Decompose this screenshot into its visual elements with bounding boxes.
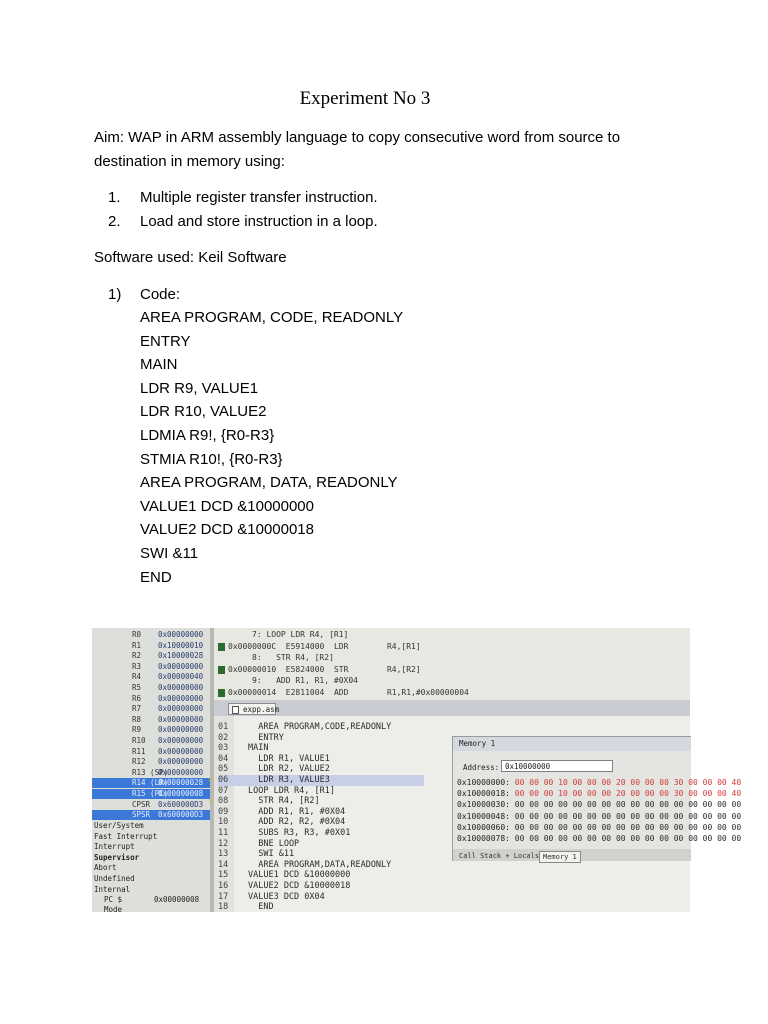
- memory-row: [457, 811, 741, 822]
- register-name: R15 (PC): [132, 789, 169, 798]
- register-row[interactable]: [92, 704, 210, 714]
- register-name: R14 (LR): [132, 778, 169, 788]
- source-line: [218, 892, 325, 903]
- mode-item: Supervisor: [94, 852, 140, 862]
- line-text: LOOP LDR R4, [R1]: [248, 785, 335, 796]
- register-name: SPSR: [132, 810, 151, 820]
- current-line-arrow-icon: ⇨: [208, 775, 214, 785]
- ide-screenshot: [92, 628, 742, 914]
- register-value: 0x600000D3: [158, 810, 204, 820]
- mode-item: User/System: [94, 821, 144, 830]
- code-line: MAIN: [140, 356, 178, 374]
- memory-row: [457, 799, 741, 810]
- register-row[interactable]: [92, 641, 210, 651]
- source-line: [218, 743, 268, 754]
- register-name: R10: [132, 736, 146, 745]
- code-line: SWI &11: [140, 544, 199, 562]
- code-line: STMIA R10!, {R0-R3}: [140, 450, 283, 468]
- register-row[interactable]: [92, 694, 210, 704]
- register-value: 0x00000000: [158, 683, 204, 692]
- file-icon: [232, 706, 239, 714]
- line-number: 12: [218, 838, 229, 849]
- code-line: LDR R10, VALUE2: [140, 403, 267, 421]
- code-line: AREA PROGRAM, CODE, READONLY: [140, 309, 404, 326]
- memory-address: 0x10000018:: [457, 789, 515, 799]
- editor-tab[interactable]: [228, 703, 280, 715]
- register-value: 0x00000000: [158, 746, 204, 756]
- line-text: VALUE2 DCD &10000018: [248, 881, 351, 891]
- list-number: 2.: [108, 213, 121, 230]
- mode-item: Internal: [94, 884, 131, 894]
- line-text: ENTRY: [248, 732, 284, 743]
- list-number: 1.: [108, 189, 121, 206]
- address-input[interactable]: 0x10000000: [501, 760, 613, 772]
- register-row[interactable]: [92, 736, 210, 746]
- memory-row: [457, 822, 741, 833]
- breakpoint-marker: [218, 689, 225, 697]
- register-row[interactable]: [92, 810, 210, 820]
- register-value: 0x00000040: [158, 672, 204, 682]
- register-value: 0x600000D3: [158, 799, 204, 809]
- disassembly-line: 0x00000014 E2811004 ADD R1,R1,#0x00000004: [228, 687, 469, 697]
- register-name: R3: [132, 661, 142, 671]
- line-number: 10: [218, 817, 229, 828]
- mode-item: Undefined: [94, 874, 135, 883]
- disassembly-line: 0x00000010 E5824000 STR R4,[R2]: [228, 664, 421, 674]
- line-text: AREA PROGRAM,CODE,READONLY: [248, 722, 392, 732]
- code-block: [140, 306, 403, 589]
- line-number: 13: [218, 849, 229, 860]
- disassembly-line: 9: ADD R1, R1, #0X04: [252, 676, 358, 685]
- mode-item: Fast Interrupt: [94, 831, 158, 841]
- register-row[interactable]: [92, 757, 210, 767]
- code-number: 1): [108, 286, 122, 303]
- source-line: [218, 849, 294, 860]
- register-value: 0x10000028: [158, 651, 204, 661]
- mode-item: Interrupt: [94, 842, 135, 852]
- line-number: 04: [218, 753, 229, 764]
- list-item: [108, 186, 378, 210]
- source-line: [218, 764, 330, 775]
- line-text: VALUE3 DCD 0X04: [248, 891, 325, 902]
- code-line: AREA PROGRAM, DATA, READONLY: [140, 474, 398, 492]
- disassembly-line: 8: STR R4, [R2]: [252, 653, 334, 662]
- register-row[interactable]: [92, 715, 210, 725]
- source-line: [218, 881, 350, 892]
- register-value: 0x00000000: [158, 767, 204, 777]
- register-value: 0x00000000: [158, 630, 204, 639]
- memory-values: 00 00 00 00 00 00 00 00 00 00 00 00 00 00 00 00: [514, 811, 742, 821]
- register-name: R8: [132, 714, 142, 724]
- line-text: MAIN: [248, 743, 269, 754]
- memory-values: 00 00 00 10 00 00 00 20 00 00 00 30 00 00 00 40: [514, 778, 742, 787]
- register-value: 0x00000028: [158, 778, 204, 788]
- line-text: LDR R3, VALUE3: [248, 775, 330, 785]
- register-row[interactable]: [92, 672, 210, 682]
- list-text: Load and store instruction in a loop.: [140, 213, 378, 230]
- code-line: ENTRY: [140, 332, 191, 350]
- code-line: VALUE1 DCD &10000000: [140, 497, 314, 515]
- page-title: Experiment No 3: [299, 88, 431, 109]
- register-row[interactable]: [92, 747, 210, 757]
- register-row[interactable]: [92, 778, 210, 788]
- memory-row: [457, 777, 741, 788]
- address-label: Address:: [463, 763, 500, 772]
- register-row[interactable]: [92, 630, 210, 640]
- mode-label: Mode: [104, 905, 123, 914]
- memory-address: 0x10000030:: [457, 800, 515, 810]
- register-name: R11: [132, 746, 146, 756]
- source-line: [218, 796, 320, 807]
- editor-tab-bar: [214, 700, 690, 716]
- code-line: LDMIA R9!, {R0-R3}: [140, 426, 275, 444]
- register-name: R5: [132, 683, 142, 692]
- code-line: END: [140, 568, 172, 586]
- line-text: END: [248, 902, 274, 913]
- disassembly-line: 7: LOOP LDR R4, [R1]: [252, 630, 349, 639]
- line-number: 11: [218, 828, 229, 838]
- source-line: [218, 870, 350, 881]
- memory-values: 00 00 00 10 00 00 00 20 00 00 00 30 00 00 00 40: [514, 789, 742, 799]
- memory-tab[interactable]: Memory 1: [539, 851, 581, 863]
- register-value: 0x00000000: [158, 725, 204, 735]
- line-number: 15: [218, 870, 229, 881]
- source-line: [218, 733, 284, 744]
- register-row[interactable]: [92, 662, 210, 672]
- register-name: R12: [132, 757, 146, 767]
- memory-row: [457, 833, 741, 844]
- list-item: [108, 210, 378, 234]
- line-text: SWI &11: [248, 849, 295, 860]
- code-line: VALUE2 DCD &10000018: [140, 521, 314, 539]
- mode-item: Abort: [94, 863, 117, 873]
- current-line-arrow-icon: ⇨: [208, 796, 214, 807]
- register-row[interactable]: [92, 768, 210, 778]
- source-line: [218, 722, 391, 733]
- source-line: [218, 902, 274, 913]
- source-line: [218, 817, 345, 828]
- source-line: [218, 828, 350, 839]
- line-text: STR R4, [R2]: [248, 796, 320, 807]
- memory-values: 00 00 00 00 00 00 00 00 00 00 00 00 00 00 00 00: [514, 834, 742, 843]
- register-value: 0x10000010: [158, 640, 204, 650]
- list-text: Multiple register transfer instruction.: [140, 189, 378, 206]
- memory-address: 0x10000060:: [457, 822, 515, 832]
- aim-paragraph: Aim: WAP in ARM assembly language to copy consecutive word from source to destination in memory using:: [94, 129, 621, 170]
- editor-tab-label: expp.asm: [243, 705, 280, 714]
- line-text: VALUE1 DCD &10000000: [248, 870, 351, 881]
- register-name: R4: [132, 672, 142, 682]
- line-number: 07: [218, 785, 229, 796]
- line-number: 05: [218, 764, 229, 775]
- memory-values: 00 00 00 00 00 00 00 00 00 00 00 00 00 00 00 00: [514, 800, 742, 810]
- source-line: [218, 860, 391, 871]
- register-value: 0x00000000: [158, 714, 204, 724]
- source-line: [218, 807, 345, 818]
- register-value: 0x00000000: [158, 757, 204, 767]
- register-value: 0x00000008: [158, 789, 204, 798]
- memory-values: 00 00 00 00 00 00 00 00 00 00 00 00 00 00 00 00: [514, 822, 742, 832]
- memory-address: 0x10000000:: [457, 778, 515, 787]
- register-row[interactable]: [92, 683, 210, 693]
- line-number: 16: [218, 881, 229, 891]
- register-value: 0x00000000: [158, 736, 204, 745]
- pc-label: PC $: [104, 895, 123, 904]
- breakpoint-marker: [218, 643, 225, 651]
- memory-address: 0x10000078:: [457, 834, 515, 843]
- register-row[interactable]: [92, 651, 210, 661]
- register-name: R2: [132, 651, 142, 661]
- line-text: LDR R1, VALUE1: [248, 753, 330, 764]
- source-line: [218, 754, 330, 765]
- line-number: 14: [218, 859, 229, 870]
- register-value: 0x00000000: [158, 704, 204, 714]
- line-number: 06: [218, 775, 229, 785]
- memory-row: [457, 788, 741, 799]
- pc-value: 0x00000008: [154, 895, 200, 904]
- method-list: [108, 186, 378, 234]
- register-name: R13 (SP): [132, 767, 169, 777]
- register-value: 0x00000000: [158, 693, 204, 703]
- line-text: ADD R1, R1, #0X04: [248, 806, 346, 817]
- line-text: BNE LOOP: [248, 838, 300, 849]
- disassembly-line: 0x0000000C E5914000 LDR R4,[R1]: [228, 641, 421, 651]
- line-text: AREA PROGRAM,DATA,READONLY: [248, 859, 392, 870]
- memory-address: 0x10000048:: [457, 811, 515, 821]
- register-name: R9: [132, 725, 142, 735]
- software-line: Software used: Keil Software: [94, 249, 287, 266]
- line-number: 01: [218, 722, 229, 732]
- code-label: Code:: [140, 286, 181, 303]
- memory-window: [452, 736, 742, 861]
- line-text: SUBS R3, R3, #0X01: [248, 828, 351, 838]
- source-line: [218, 839, 299, 850]
- register-name: R6: [132, 693, 142, 703]
- breakpoint-marker: [218, 666, 225, 674]
- register-panel: [92, 628, 210, 912]
- code-line: LDR R9, VALUE1: [140, 379, 259, 397]
- line-number: 18: [218, 902, 229, 913]
- line-text: LDR R2, VALUE2: [248, 764, 330, 775]
- source-line: [218, 786, 335, 797]
- line-number: 17: [218, 891, 229, 902]
- register-name: R0: [132, 630, 142, 639]
- register-row[interactable]: [92, 800, 210, 810]
- register-row[interactable]: [92, 789, 210, 799]
- line-number: 02: [218, 732, 229, 743]
- memory-title: Memory 1: [453, 737, 691, 751]
- line-text: ADD R2, R2, #0X04: [248, 817, 346, 828]
- register-value: 0x00000000: [158, 661, 204, 671]
- register-name: CPSR: [132, 799, 151, 809]
- register-name: R7: [132, 704, 142, 714]
- register-name: R1: [132, 640, 142, 650]
- register-row[interactable]: [92, 725, 210, 735]
- call-stack-tab[interactable]: Call Stack + Locals: [459, 852, 540, 860]
- line-number: 09: [218, 806, 229, 817]
- source-line: [218, 775, 424, 786]
- code-heading: [108, 283, 180, 307]
- line-number: 08: [218, 796, 229, 807]
- line-number: 03: [218, 743, 229, 754]
